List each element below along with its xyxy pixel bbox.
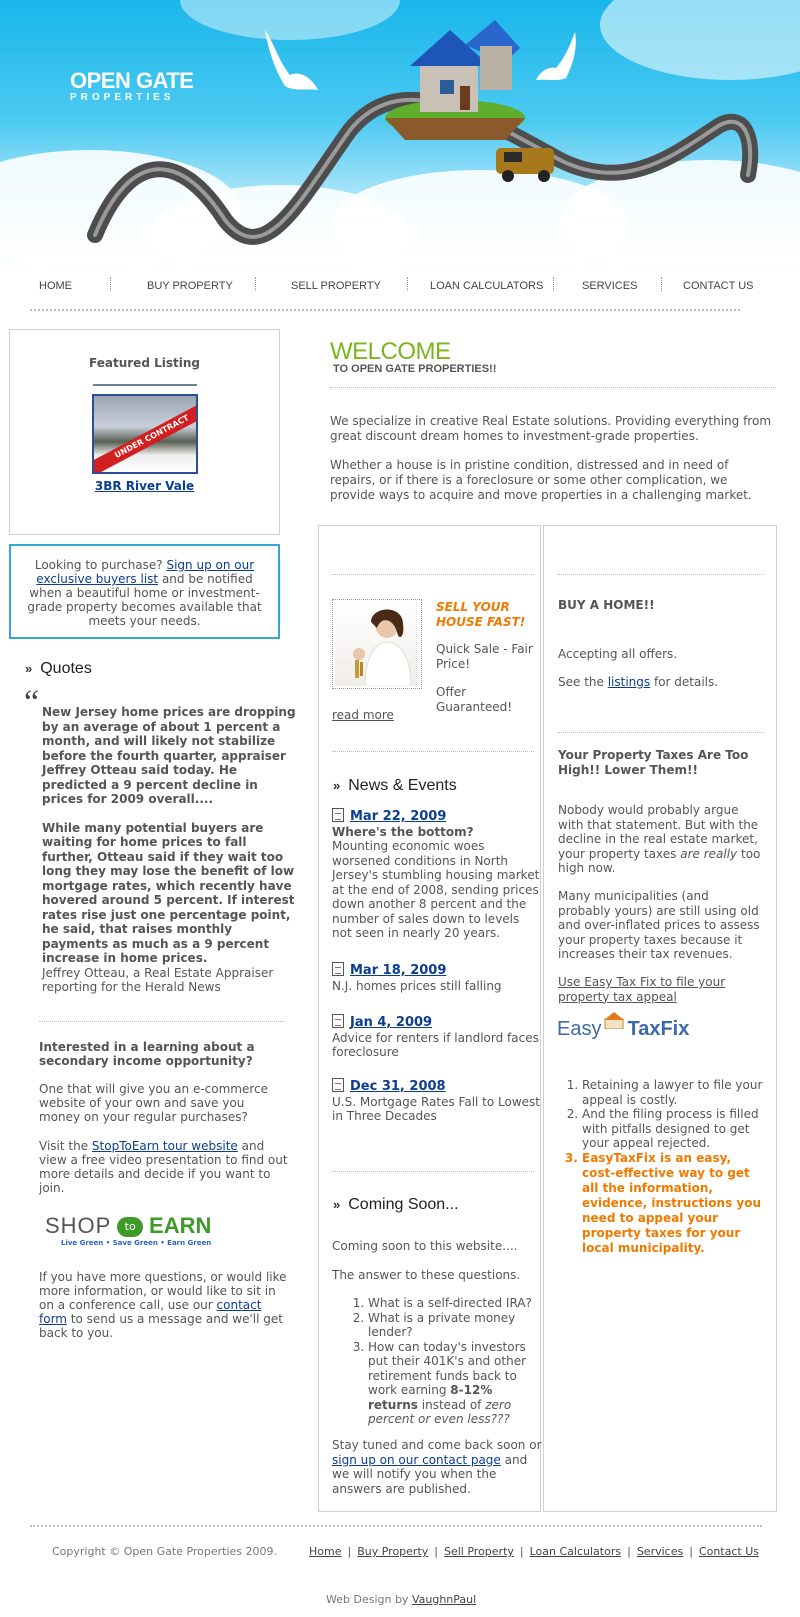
footer-link-buy-property[interactable]: Buy Property [357,1545,429,1558]
divider [330,387,776,389]
logo-line1: OPEN GATE [70,68,194,93]
nav-separator [255,277,256,291]
nav-loan-calculators[interactable]: LOAN CALCULATORS [430,280,544,292]
welcome-subtitle: TO OPEN GATE PROPERTIES!! [333,363,497,375]
tax-list-item: 1. Retaining a lawyer to file your appeal is costly. [582,1078,764,1107]
nav-separator [553,277,554,291]
tax-list-item: 2. And the filing process is filled with pitfalls designed to get your appeal rejected. [582,1107,764,1151]
buy-listings-text [558,675,758,690]
welcome-paragraph: We specialize in creative Real Estate solutions. Providing everything from great discount dream homes to investment-grade properties. [330,414,772,443]
buy-listings-suffix: for details. [650,675,719,689]
tax-paragraph: Many municipalities (and probably yours) are still using old and over-inflated prices to assess your property taxes because it increases their tax revenues. [558,889,760,961]
document-icon [332,808,344,822]
question-emphasis: 8-12% returns [368,1383,493,1412]
news-date-link[interactable]: Dec 31, 2008 [350,1079,446,1094]
agent-with-keys-icon [335,602,419,686]
news-text: N.J. homes prices still falling [332,978,502,993]
contact-note [39,1270,289,1340]
buy-heading: BUY A HOME!! [558,598,655,612]
footer-separator: | [627,1545,631,1558]
coming-soon-signup [332,1438,542,1496]
buyers-text-suffix: and be notified when a beautiful home or investment-grade property becomes available that meets your needs. [27,572,262,628]
easy-tax-fix-link[interactable]: Use Easy Tax Fix to file your property tax appeal [558,975,726,1004]
news-date-link[interactable]: Jan 4, 2009 [350,1015,433,1030]
shop-logo-shop: SHOP [45,1213,112,1238]
welcome-title: WELCOME [330,338,451,365]
news-heading [333,777,457,795]
footer-separator: | [689,1545,693,1558]
quote-text [42,705,300,980]
shop-logo-tagline: Live Green • Save Green • Earn Green [61,1239,212,1247]
footer-copyright: Copyright © Open Gate Properties 2009. [52,1545,278,1558]
under-contract-banner: UNDER CONTRACT [92,398,198,474]
quotes-heading [25,660,92,678]
header-banner [0,0,800,268]
featured-listing-photo[interactable] [92,394,198,474]
quote-paragraph: While many potential buyers are waiting for home prices to fall further, Otteau said if they wait too long they may lose the benefit of low mortgage rates, which recently have hovered around 5 percent. If interest rates rise just one percentage point, he said, that raises monthly payments as much as a 9 percent increase in home prices. [42,820,295,965]
footer-nav [303,1545,765,1558]
tax-text: Nobody would probably argue with that statement. But with the decline in the real estate market, your property taxes [558,803,759,861]
footer-divider [30,1525,762,1527]
divider [332,751,534,753]
coming-soon-questions [332,1296,538,1427]
signup-suffix: and we will notify you when the answers are published. [332,1452,528,1496]
coming-soon-text: The answer to these questions. [332,1268,521,1282]
footer-link-home[interactable]: Home [309,1545,342,1558]
nav-home[interactable]: HOME [39,280,72,292]
footer-link-services[interactable]: Services [636,1545,684,1558]
news-date-link[interactable]: Mar 22, 2009 [350,809,447,824]
welcome-body [330,414,774,517]
shop-to-earn-logo[interactable] [45,1213,211,1247]
easytaxfix-logo[interactable] [557,1017,689,1041]
easytaxfix-logo-taxfix: TaxFix [627,1018,690,1040]
news-text: Advice for renters if landlord faces foreclosure [332,1030,539,1059]
house-road-illustration [0,0,800,268]
shop-logo-to: to [117,1217,143,1237]
question-item [368,1340,538,1427]
question-item: 1. What is a self-directed IRA? [368,1296,538,1311]
news-text: U.S. Mortgage Rates Fall to Lowest in Three Decades [332,1094,541,1123]
divider [332,574,534,576]
question-text: instead of [417,1397,486,1412]
nav-divider [30,309,740,311]
easytaxfix-logo-easy: Easy [557,1018,602,1040]
stoptoearn-link[interactable]: StopToEarn tour website [91,1139,238,1153]
quote-credit: Jeffrey Otteau, a Real Estate Appraiser reporting for the Herald News [42,966,274,994]
divider [39,1021,285,1023]
divider [558,732,764,734]
document-icon [332,1014,344,1028]
contact-note-prefix: If you have more questions, or would like more information, or would like to sit in on a conference call, use our [39,1270,287,1312]
quote-mark-icon: “ [24,684,40,721]
tax-list-item: 3. EasyTaxFix is an easy, cost-effective way to get all the information, evidence, instructions you need to appeal your property taxes for your local municipality. [582,1151,764,1256]
document-icon [332,962,344,976]
featured-listing-link[interactable]: 3BR River Vale [94,479,195,493]
buy-listings-prefix: See the [558,675,608,689]
nav-separator [110,277,111,291]
news-title: Where's the bottom? [332,824,474,839]
income-visit-prefix: Visit the [39,1139,92,1153]
sell-line-2: Offer Guaranteed! [436,685,513,714]
buyers-text-prefix: Looking to purchase? [34,558,167,572]
nav-separator [407,277,408,291]
tax-italic: are really [680,846,738,861]
divider [332,1171,534,1173]
footer-separator: | [519,1545,524,1558]
double-chevron-icon: » [333,778,341,793]
contact-page-link[interactable]: sign up on our contact page [332,1452,501,1467]
question-item: 2. What is a private money lender? [368,1311,538,1340]
nav-sell-property[interactable]: SELL PROPERTY [291,280,381,292]
contact-form-link[interactable]: contact form [39,1298,262,1326]
news-item [332,1014,542,1060]
buyers-list-box [9,544,280,639]
logo-line2: PROPERTIES [70,92,175,103]
question-italic: zero percent or even less??? [368,1397,512,1426]
tax-text: too high now. [558,846,761,875]
income-heading: Interested in a learning about a secondary income opportunity? [39,1040,255,1068]
shop-logo-earn: EARN [149,1213,212,1238]
signup-prefix: Stay tuned and come back soon or [332,1438,542,1452]
nav-separator [661,277,662,291]
listings-link[interactable]: listings [607,675,651,689]
document-icon [332,1078,344,1092]
house-envelope-icon [603,1011,625,1029]
news-date-link[interactable]: Mar 18, 2009 [350,963,447,978]
sell-heading: SELL YOUR HOUSE FAST! [436,600,526,629]
footer-link-contact-us[interactable]: Contact Us [698,1545,759,1558]
read-more-link[interactable]: read more [332,708,394,722]
news-item [332,808,542,941]
quote-paragraph: New Jersey home prices are dropping by an average of about 1 percent a month, and will likely not stabilize before the fourth quarter, appraiser Jeffrey Otteau said today. He predicted a 9 percent decline in prices for 2009 overall.... [42,705,296,806]
designer-link[interactable]: VaughnPaul [411,1593,477,1606]
coming-soon-heading-text: Coming Soon... [348,1196,459,1213]
tax-paragraph [558,803,763,876]
sell-line-1: Quick Sale - Fair Price! [436,642,533,671]
featured-listing-box [9,329,280,535]
featured-underline [93,384,197,386]
agent-photo [332,599,422,689]
quotes-heading-text: Quotes [40,660,92,677]
divider [558,574,764,576]
double-chevron-icon: » [333,1197,341,1212]
news-item [332,1078,542,1124]
buyers-list-link[interactable]: Sign up on our exclusive buyers list [36,558,255,586]
nav-buy-property[interactable]: BUY PROPERTY [147,280,233,292]
footer-link-loan-calculators[interactable]: Loan Calculators [529,1545,622,1558]
footer-link-sell-property[interactable]: Sell Property [444,1545,514,1558]
footer-credit [326,1593,476,1606]
news-heading-text: News & Events [348,777,457,794]
income-visit-suffix: and view a free video presentation to find out more details and decide if you want to join. [39,1139,288,1195]
double-chevron-icon: » [25,661,33,676]
tax-heading: Your Property Taxes Are Too High!! Lower Them!! [558,748,749,777]
contact-note-suffix: to send us a message and we'll get back to you. [39,1312,283,1340]
footer-credit-prefix: Web Design by [326,1593,412,1606]
coming-soon-text: Coming soon to this website.... [332,1239,518,1253]
news-item [332,962,542,993]
footer-separator: | [347,1545,352,1558]
buy-text: Accepting all offers. [558,647,678,661]
income-visit-paragraph [39,1139,289,1195]
question-text: How can today's investors put their 401K's and other retirement funds back to work earning [368,1339,527,1397]
nav-services[interactable]: SERVICES [582,280,638,292]
coming-soon-heading [333,1196,459,1214]
featured-title: Featured Listing [89,356,200,370]
news-text: Mounting economic woes worsened conditions in North Jersey's stumbling housing market at the end of 2008, sending prices down another 8 percent and the number of sales down to levels not seen in nearly 20 years. [332,839,540,940]
footer-separator: | [434,1545,438,1558]
tax-list [558,1078,764,1256]
site-logo[interactable] [70,68,193,103]
income-paragraph: One that will give you an e-commerce website of your own and save you money on your regular purchases? [39,1082,269,1124]
nav-contact-us[interactable]: CONTACT US [683,280,754,292]
welcome-paragraph: Whether a house is in pristine condition, distressed and in need of repairs, or if there is a foreclosure or some other complication, we provide ways to acquire and move properties in a challenging market. [330,458,752,502]
main-nav [0,268,800,304]
